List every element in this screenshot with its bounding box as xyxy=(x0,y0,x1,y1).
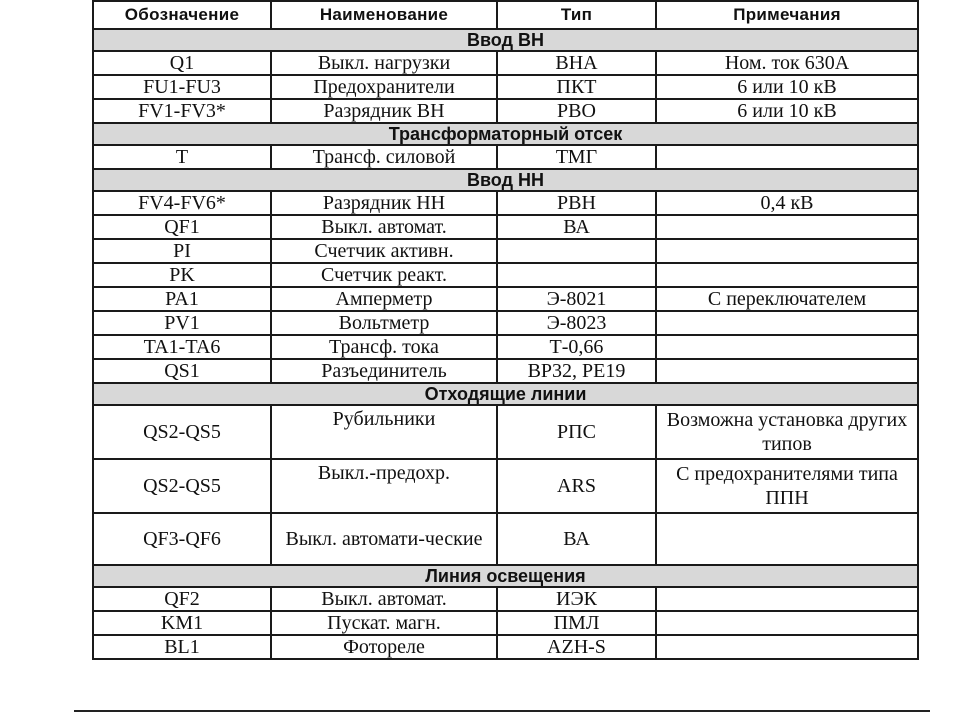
cell-name: Фотореле xyxy=(271,635,497,659)
cell-type: ВА xyxy=(497,513,656,565)
cell-designation: QS2-QS5 xyxy=(93,405,271,459)
header-notes: Примечания xyxy=(656,1,918,29)
cell-note xyxy=(656,311,918,335)
section-title: Трансформаторный отсек xyxy=(93,123,918,145)
table-row xyxy=(93,513,918,565)
cell-note xyxy=(656,215,918,239)
table-row xyxy=(93,215,918,239)
cell-type: РВН xyxy=(497,191,656,215)
cell-name: Трансф. силовой xyxy=(271,145,497,169)
cell-name: Амперметр xyxy=(271,287,497,311)
cell-name: Вольтметр xyxy=(271,311,497,335)
table-row xyxy=(93,145,918,169)
cell-type: ПКТ xyxy=(497,75,656,99)
cell-type: ПМЛ xyxy=(497,611,656,635)
cell-designation: QS2-QS5 xyxy=(93,459,271,513)
table-row xyxy=(93,287,918,311)
cell-note xyxy=(656,239,918,263)
cell-note: 0,4 кВ xyxy=(656,191,918,215)
cell-note xyxy=(656,335,918,359)
cell-note: С предохранителями типа ППН xyxy=(656,459,918,513)
cell-designation: QF3-QF6 xyxy=(93,513,271,565)
table-row xyxy=(93,359,918,383)
cell-designation: FU1-FU3 xyxy=(93,75,271,99)
cell-name: Выкл. автомат. xyxy=(271,215,497,239)
section-row-transformer xyxy=(93,123,918,145)
cell-note: 6 или 10 кВ xyxy=(656,99,918,123)
header-row xyxy=(93,1,918,29)
table-row xyxy=(93,263,918,287)
cell-designation: BL1 xyxy=(93,635,271,659)
cell-designation: QS1 xyxy=(93,359,271,383)
table-row xyxy=(93,611,918,635)
cell-name: Трансф. тока xyxy=(271,335,497,359)
section-title: Ввод ВН xyxy=(93,29,918,51)
section-row-hv-input xyxy=(93,29,918,51)
header-designation: Обозначение xyxy=(93,1,271,29)
table-row xyxy=(93,587,918,611)
cell-designation: QF2 xyxy=(93,587,271,611)
table-row xyxy=(93,459,918,513)
cell-note: 6 или 10 кВ xyxy=(656,75,918,99)
table-row xyxy=(93,99,918,123)
equipment-table xyxy=(92,0,919,660)
table-row xyxy=(93,239,918,263)
section-row-lighting-line xyxy=(93,565,918,587)
cell-type: ТМГ xyxy=(497,145,656,169)
table-row xyxy=(93,75,918,99)
cell-note: Ном. ток 630А xyxy=(656,51,918,75)
cell-type: ИЭК xyxy=(497,587,656,611)
section-title: Ввод НН xyxy=(93,169,918,191)
cell-type xyxy=(497,239,656,263)
cell-type: ВНА xyxy=(497,51,656,75)
cell-name: Разрядник НН xyxy=(271,191,497,215)
cell-name: Рубильники xyxy=(271,405,497,459)
cell-name: Пускат. магн. xyxy=(271,611,497,635)
cell-name: Разъединитель xyxy=(271,359,497,383)
cell-type: РПС xyxy=(497,405,656,459)
cell-note xyxy=(656,513,918,565)
cell-name: Выкл. автомати-ческие xyxy=(271,513,497,565)
cell-designation: FV1-FV3* xyxy=(93,99,271,123)
section-row-outgoing-lines xyxy=(93,383,918,405)
cell-name: Выкл. нагрузки xyxy=(271,51,497,75)
cell-name: Счетчик активн. xyxy=(271,239,497,263)
section-title: Линия освещения xyxy=(93,565,918,587)
bottom-rule xyxy=(74,710,930,712)
cell-type: AZH-S xyxy=(497,635,656,659)
cell-type: ВР32, РЕ19 xyxy=(497,359,656,383)
cell-note xyxy=(656,587,918,611)
cell-name: Выкл.-предохр. xyxy=(271,459,497,513)
header-type: Тип xyxy=(497,1,656,29)
cell-type: Э-8023 xyxy=(497,311,656,335)
cell-name: Разрядник ВН xyxy=(271,99,497,123)
table-row xyxy=(93,335,918,359)
table-row xyxy=(93,311,918,335)
cell-name: Счетчик реакт. xyxy=(271,263,497,287)
cell-designation: Т xyxy=(93,145,271,169)
cell-designation: Q1 xyxy=(93,51,271,75)
cell-type: РВО xyxy=(497,99,656,123)
cell-designation: TA1-TA6 xyxy=(93,335,271,359)
cell-type: ARS xyxy=(497,459,656,513)
cell-designation: KM1 xyxy=(93,611,271,635)
cell-name: Выкл. автомат. xyxy=(271,587,497,611)
cell-type xyxy=(497,263,656,287)
cell-designation: QF1 xyxy=(93,215,271,239)
table-row xyxy=(93,405,918,459)
cell-note xyxy=(656,145,918,169)
cell-name: Предохранители xyxy=(271,75,497,99)
table-row xyxy=(93,51,918,75)
cell-note xyxy=(656,359,918,383)
table-row xyxy=(93,635,918,659)
section-title: Отходящие линии xyxy=(93,383,918,405)
cell-type: Э-8021 xyxy=(497,287,656,311)
cell-note xyxy=(656,263,918,287)
cell-note: С переключателем xyxy=(656,287,918,311)
cell-designation: PK xyxy=(93,263,271,287)
cell-type: ВА xyxy=(497,215,656,239)
header-name: Наименование xyxy=(271,1,497,29)
cell-designation: PI xyxy=(93,239,271,263)
cell-note: Возможна установка других типов xyxy=(656,405,918,459)
cell-note xyxy=(656,611,918,635)
cell-designation: FV4-FV6* xyxy=(93,191,271,215)
cell-note xyxy=(656,635,918,659)
cell-type: Т-0,66 xyxy=(497,335,656,359)
equipment-table-sheet xyxy=(92,0,922,711)
cell-designation: PV1 xyxy=(93,311,271,335)
table-row xyxy=(93,191,918,215)
cell-designation: PA1 xyxy=(93,287,271,311)
section-row-lv-input xyxy=(93,169,918,191)
